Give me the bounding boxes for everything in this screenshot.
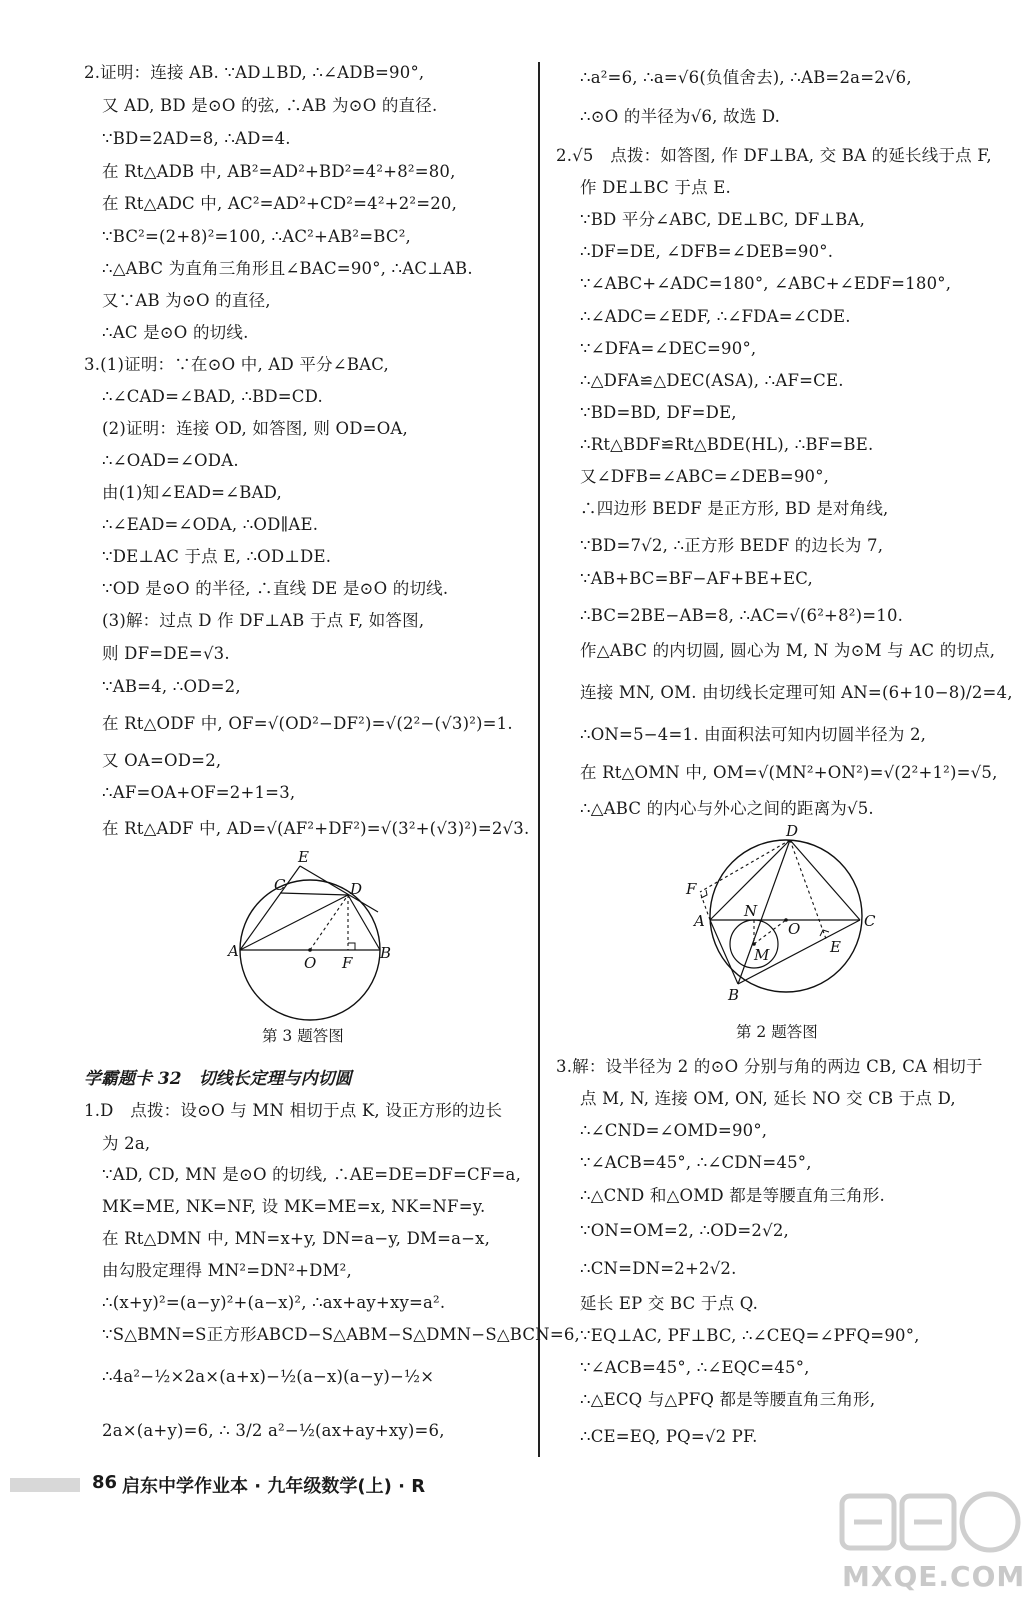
fig3-label-f: F	[342, 954, 353, 972]
footer-decoration	[10, 1478, 80, 1492]
column-divider	[538, 62, 540, 1457]
fig2-label-m: M	[754, 946, 770, 964]
left-line: ∴△ABC 为直角三角形且∠BAC=90°, ∴AC⊥AB.	[102, 259, 473, 278]
left-line: 则 DF=DE=√3.	[102, 644, 230, 663]
left-line: 由(1)知∠EAD=∠BAD,	[102, 483, 282, 502]
right-line: ∴∠ADC=∠EDF, ∴∠FDA=∠CDE.	[580, 307, 851, 326]
right-line: ∴BC=2BE−AB=8, ∴AC=√(6²+8²)=10.	[580, 606, 904, 625]
right-line: ∵AB+BC=BF−AF+BE+EC,	[580, 569, 813, 588]
right-line: ∴∠CND=∠OMD=90°,	[580, 1121, 768, 1140]
fig3-label-a: A	[228, 942, 239, 960]
left-line: (2)证明：连接 OD, 如答图, 则 OD=OA,	[102, 419, 408, 438]
right-line: 在 Rt△OMN 中, OM=√(MN²+ON²)=√(2²+1²)=√5,	[580, 763, 998, 782]
left-line: ∴AC 是⊙O 的切线.	[102, 323, 249, 342]
fig3-label-b: B	[380, 944, 392, 962]
right-line: ∵∠DFA=∠DEC=90°,	[580, 339, 757, 358]
fig2-label-b: B	[728, 986, 740, 1004]
fig3-label-o: O	[304, 954, 317, 972]
page-number: 86	[92, 1472, 118, 1493]
left-line: (3)解：过点 D 作 DF⊥AB 于点 F, 如答图,	[102, 611, 425, 630]
left-line: 3.(1)证明：∵在⊙O 中, AD 平分∠BAC,	[84, 355, 389, 374]
fig2-label-n: N	[744, 902, 758, 920]
left-line: ∴AF=OA+OF=2+1=3,	[102, 783, 296, 802]
left-line: ∴∠OAD=∠ODA.	[102, 451, 239, 470]
right-line: ∵∠ABC+∠ADC=180°, ∠ABC+∠EDF=180°,	[580, 274, 952, 293]
left-line: 2a×(a+y)=6, ∴ 3/2 a²−½(ax+ay+xy)=6,	[102, 1421, 445, 1440]
right-line: ∵EQ⊥AC, PF⊥BC, ∴∠CEQ=∠PFQ=90°,	[580, 1326, 920, 1345]
left-line: 又∵AB 为⊙O 的直径,	[102, 291, 271, 310]
right-line: 作△ABC 的内切圆, 圆心为 M, N 为⊙M 与 AC 的切点,	[580, 641, 996, 660]
right-line: 点 M, N, 连接 OM, ON, 延长 NO 交 CB 于点 D,	[580, 1089, 956, 1108]
left-line: 2.证明：连接 AB. ∵AD⊥BD, ∴∠ADB=90°,	[84, 63, 425, 82]
right-line: ∵ON=OM=2, ∴OD=2√2,	[580, 1221, 789, 1240]
right-line: ∴a²=6, ∴a=√6(负值舍去), ∴AB=2a=2√6,	[580, 68, 912, 87]
left-line: ∴∠CAD=∠BAD, ∴BD=CD.	[102, 387, 323, 406]
left-line: 又 OA=OD=2,	[102, 751, 222, 770]
right-line: ∴DF=DE, ∠DFB=∠DEB=90°.	[580, 242, 834, 261]
right-line: ∴⊙O 的半径为√6, 故选 D.	[580, 107, 781, 126]
left-line: ∴4a²−½×2a×(a+x)−½(a−x)(a−y)−½×	[102, 1367, 435, 1386]
fig3-label-d: D	[350, 880, 363, 898]
left-line: MK=ME, NK=NF, 设 MK=ME=x, NK=NF=y.	[102, 1197, 486, 1216]
right-line: ∴△ECQ 与△PFQ 都是等腰直角三角形,	[580, 1390, 876, 1409]
section-title: 学霸题卡 32 切线长定理与内切圆	[84, 1069, 352, 1089]
right-line: ∵∠ACB=45°, ∴∠CDN=45°,	[580, 1153, 812, 1172]
left-line: 在 Rt△ODF 中, OF=√(OD²−DF²)=√(2²−(√3)²)=1.	[102, 714, 513, 733]
left-line: 为 2a,	[102, 1134, 151, 1153]
left-line: ∴∠EAD=∠ODA, ∴OD∥AE.	[102, 515, 319, 534]
left-line: 又 AD, BD 是⊙O 的弦, ∴AB 为⊙O 的直径.	[102, 96, 438, 115]
right-line: 又∠DFB=∠ABC=∠DEB=90°,	[580, 467, 830, 486]
right-line: 作 DE⊥BC 于点 E.	[580, 178, 731, 197]
figure-caption-2: 第 2 题答图	[736, 1023, 818, 1041]
left-line: ∵BD=2AD=8, ∴AD=4.	[102, 129, 291, 148]
left-line: ∵AB=4, ∴OD=2,	[102, 677, 241, 696]
right-line: ∵∠ACB=45°, ∴∠EQC=45°,	[580, 1358, 810, 1377]
right-line: ∴△ABC 的内心与外心之间的距离为√5.	[580, 799, 874, 818]
right-line: ∵BD=BD, DF=DE,	[580, 403, 737, 422]
right-line: ∴Rt△BDF≌Rt△BDE(HL), ∴BF=BE.	[580, 435, 874, 454]
fig2-label-d: D	[786, 822, 799, 840]
book-title: 启东中学作业本 · 九年级数学(上) · R	[122, 1476, 426, 1497]
fig2-label-a: A	[694, 912, 705, 930]
left-line: ∵AD, CD, MN 是⊙O 的切线, ∴AE=DE=DF=CF=a,	[102, 1165, 522, 1184]
left-line: ∵OD 是⊙O 的半径, ∴直线 DE 是⊙O 的切线.	[102, 579, 449, 598]
left-line: 1.D 点拨：设⊙O 与 MN 相切于点 K, 设正方形的边长	[84, 1101, 503, 1120]
fig3-label-c: C	[274, 876, 286, 894]
right-line: ∵BD 平分∠ABC, DE⊥BC, DF⊥BA,	[580, 210, 866, 229]
right-line: 2.√5 点拨：如答图, 作 DF⊥BA, 交 BA 的延长线于点 F,	[556, 146, 992, 165]
left-line: 在 Rt△ADC 中, AC²=AD²+CD²=4²+2²=20,	[102, 194, 458, 213]
right-line: ∴△CND 和△OMD 都是等腰直角三角形.	[580, 1186, 885, 1205]
right-line: ∴CN=DN=2+2√2.	[580, 1259, 737, 1278]
left-line: ∴(x+y)²=(a−y)²+(a−x)², ∴ax+ay+xy=a².	[102, 1293, 446, 1312]
right-line: 3.解：设半径为 2 的⊙O 分别与角的两边 CB, CA 相切于	[556, 1057, 983, 1076]
left-line: 在 Rt△ADB 中, AB²=AD²+BD²=4²+8²=80,	[102, 162, 456, 181]
right-line: ∴ON=5−4=1. 由面积法可知内切圆半径为 2,	[580, 725, 927, 744]
fig2-label-o: O	[788, 920, 801, 938]
left-line: ∵S△BMN=S正方形ABCD−S△ABM−S△DMN−S△BCN=6,	[102, 1325, 580, 1344]
fig2-label-f: F	[686, 880, 697, 898]
right-line: 延长 EP 交 BC 于点 Q.	[580, 1294, 759, 1313]
figure-caption-3: 第 3 题答图	[262, 1027, 344, 1045]
fig2-label-c: C	[864, 912, 876, 930]
left-line: ∵BC²=(2+8)²=100, ∴AC²+AB²=BC²,	[102, 227, 411, 246]
left-line: 在 Rt△ADF 中, AD=√(AF²+DF²)=√(3²+(√3)²)=2√3.	[102, 819, 530, 838]
right-line: 连接 MN, OM. 由切线长定理可知 AN=(6+10−8)/2=4,	[580, 683, 1013, 702]
right-line: ∴四边形 BEDF 是正方形, BD 是对角线,	[580, 499, 889, 518]
left-line: 由勾股定理得 MN²=DN²+DM²,	[102, 1261, 352, 1280]
right-line: ∴CE=EQ, PQ=√2 PF.	[580, 1427, 758, 1446]
right-line: ∴△DFA≌△DEC(ASA), ∴AF=CE.	[580, 371, 844, 390]
fig2-label-e: E	[830, 938, 841, 956]
figure-problem-3	[228, 848, 408, 1022]
fig3-label-e: E	[298, 848, 309, 866]
figure-problem-2	[680, 822, 880, 1008]
watermark-text: MXQE.COM	[842, 1560, 1026, 1593]
left-line: 在 Rt△DMN 中, MN=x+y, DN=a−y, DM=a−x,	[102, 1229, 491, 1248]
left-line: ∵DE⊥AC 于点 E, ∴OD⊥DE.	[102, 547, 332, 566]
right-line: ∵BD=7√2, ∴正方形 BEDF 的边长为 7,	[580, 536, 884, 555]
